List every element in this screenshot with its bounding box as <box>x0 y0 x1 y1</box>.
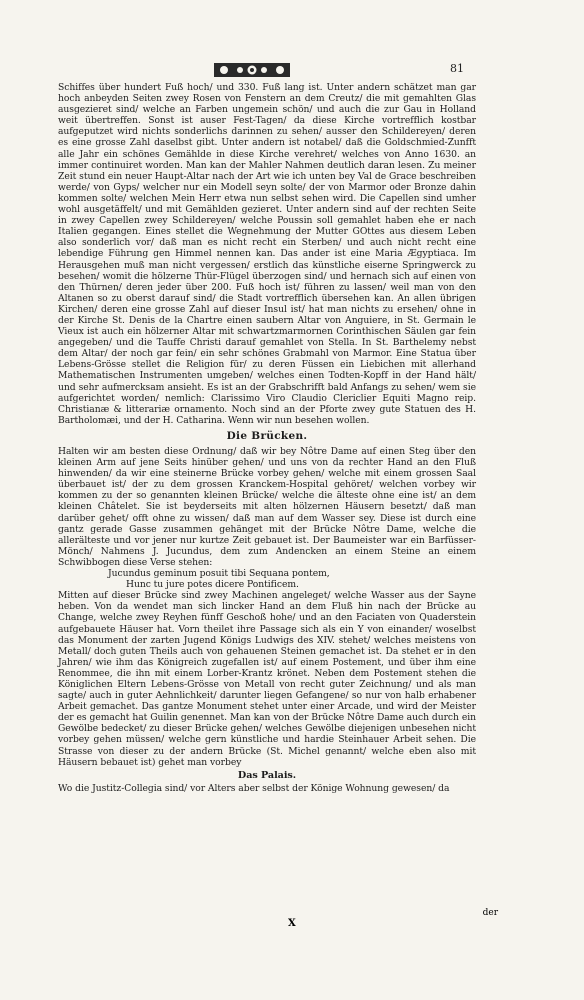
paragraph: Schiffes über hundert Fuß hoch/ und 330. Fuß lang ist. Unter andern schätzet man gar hoch anbeyden Seiten zwey Rosen von Fenstern an dem Creutz/ die mit gemahlten Glas ausgezieret sind/ welche an Farben ungemein schön/ und auch die zur Gau in Holland weit übertreffen. Sonst ist auser Fest-Tagen/ da diese Kirche vortrefflich kostbar aufgeputzet wird nichts sonderlichs darinnen zu sehen/ ausser den Schildereyen/ deren es eine grosse Zahl daselbst gibt. Unter andern ist notabel/ daß die Goldschmied-Zunfft alle Jahr ein schönes Gemählde in diese Kirche verehret/ welches von Anno 1630. an immer continuiret worden. Man kan der Mahler Nahmen deutlich daran lesen. Zu meiner Zeit stund ein neuer Haupt-Altar nach der Art wie ich unten bey Val de Grace beschreiben werde/ von Gyps/ welcher nur ein Modell seyn solte/ der von Marmor oder Bronze dahin kommen solte/ welchen Mein Herr etwa nun selbst sehen wird. Die Capellen sind umher wohl ausgetäffelt/ und mit Gemählden gezieret. Unter andern sind auf der rechten Seite in zwey Capellen zwey Schildereyen/ welche Poussin soll gemahlet haben ehe er nach Italien gegangen. Eines stellet die Wegnehmung der Mutter GOttes aus diesem Leben also sonderlich vor/ daß man es nicht recht ein Sterben/ und auch nicht recht eine lebendige Führung gen Himmel nennen kan. Das ander ist eine Maria Ægyptiaca. Im Herausgehen muß man nicht vergessen/ erstlich das künstliche eiserne Springwerck zu besehen/ womit die hölzerne Thür-Flügel überzogen sind/ und hernach sich auf einen von den Thürnen/ deren jeder über 200. Fuß hoch ist/ führen zu lassen/ weil man von den Altanen so zu oberst darauf sind/ die Stadt vortrefflich übersehen kan. An allen übrigen Kirchen/ deren eine grosse Zahl auf dieser Insul ist/ hat man nichts zu ersehen/ ohne in der Kirche St. Denis de la Chartre einen saubern Altar von Anguiere, in St. Germain le Vieux ist auch ein hölzerner Altar mit schwartzmarmornen Corinthischen Säulen gar fein angegeben/ und die Tauffe Christi darauf gemahlet von Stella. In St. Barthelemy nebst dem Altar/ der noch gar fein/ ein sehr schönes Grabmahl von Marmor. Eine Statua über Lebens-Grösse stellet die Religion für/ zu deren Füssen ein Liebichen mit allerhand Mathematischen Instrumenten umgeben/ welches einen Todten-Kopff in der Hand hält/ und sehr aufmercksam ansieht. Es ist an der Grabschrifft bald Anfangs zu sehen/ wem sie aufgerichtet worden/ nemlich: Clarissimo Viro Claudio Clericlier Equiti Magno reip. Christianæ & litterariæ ornamento. Noch sind an der Pforte zwey gute Statuen des H. Bartholomæi, und der H. Catharina. Wenn wir nun besehen wollen. <box>58 82 476 426</box>
paragraph: Wo die Justitz-Collegia sind/ vor Alters aber selbst der Könige Wohnung gewesen/ da <box>58 782 450 794</box>
paragraph: Halten wir am besten diese Ordnung/ daß wir bey Nôtre Dame auf einen Steg über den kleinen Arm auf jene Seits hinüber gehen/ und uns von da rechter Hand an den Fluß hinwenden/ da wir eine steinerne Brücke vorbey gehen/ welche mit einem grossen Saal überbauet ist/ der zu dem grossen Kranckem-Hospital gehöret/ welchen vorbey wir kommen zu der so genannten kleinen Brücke/ welche die älteste ohne eine ist/ an dem kleinen Châtelet. Sie ist beyderseits mit alten hölzernen Häusern besetzt/ daß man darüber gehet/ offt ohne zu wissen/ daß man auf dem Wasser sey. Diese ist durch eine gantz gerade Gasse zusammen gehänget mit der Brücke Nôtre Dame, welche die allerälteste und vor jener nur kurtze Zeit gebauet ist. Der Baumeister war ein Barfüsser-Mönch/ Nahmens J. Jucundus, dem zum Andencken an einem Steine an einem Schwibbogen diese Verse stehen: <box>58 446 476 568</box>
page-footer <box>58 908 498 938</box>
text-body <box>58 82 476 794</box>
page-number: 81 <box>450 62 464 75</box>
signature-mark: X <box>288 918 296 929</box>
section-heading: Die Brücken. <box>226 429 308 442</box>
ornament-band-icon <box>214 62 290 78</box>
page-header <box>0 60 584 80</box>
sub-heading: Das Palais. <box>237 769 297 781</box>
verse-line: Jucundus geminum posuit tibi Sequana pontem, <box>108 568 330 580</box>
paragraph: Mitten auf dieser Brücke sind zwey Machinen angeleget/ welche Wasser aus der Sayne heben. Von da wendet man sich lincker Hand an dem Fluß hin nach der Brücke au Change, welche zwey Reyhen fünff Geschoß hohe/ und an den Faciaten von Quaderstein aufgebauete Häuser hat. Vorn theilet ihre Passage sich als ein Y von einander/ woselbst das Monument der zarten Jugend Königs Ludwigs des XIV. stehet/ welches meistens von Metall/ doch guten Theils auch von gehauenen Steinen gemachet ist. Da stehet er in den Jahren/ wie ihm das Königreich zugefallen ist/ auf einem Postement, und über ihm eine Renommee, die ihn mit einem Lorber-Krantz krönet. Neben dem Postement stehen die Königlichen Eltern Lebens-Grösse von Metall von recht guter Zeichnung/ und als man sagte/ auch in guter Aehnlichkeit/ darunter liegen Gefangene/ so nur von halb erhabener Arbeit gemachet. Das gantze Monument stehet unter einer Arcade, und wird der Meister der es gemacht hat Guilin genennet. Man kan von der Brücke Nôtre Dame auch durch ein Gewölbe bedecket/ zu dieser Brücke gehen/ welches Gewölbe diejenigen unbesehen nicht vorbey gehen müssen/ welche gern künstliche und hardie Steinhauer Arbeit sehen. Die Strasse von dieser zu der andern Brücke (St. Michel genannt/ welche eben also mit Häusern bebauet ist) gehet man vorbey <box>58 590 476 768</box>
verse-line: Hunc tu jure potes dicere Pontificem. <box>126 579 299 591</box>
catchword: der <box>482 908 498 918</box>
